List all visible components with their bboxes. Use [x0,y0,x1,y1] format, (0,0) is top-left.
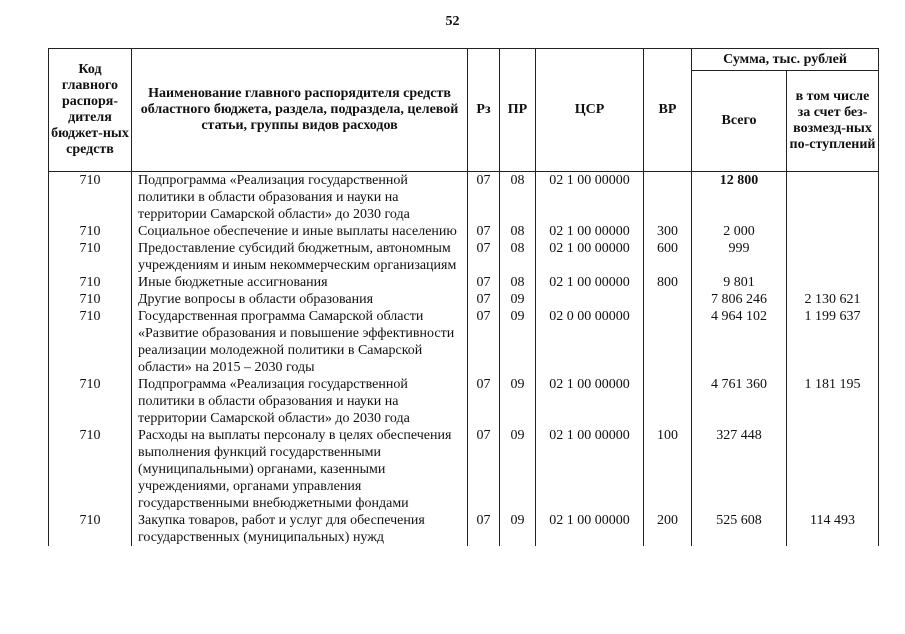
cell-name: Социальное обеспечение и иные выплаты населению [132,223,468,240]
cell-name: Расходы на выплаты персоналу в целях обеспечения выполнения функций государственными (муниципальными) органами, казенными учреждениями, органами управления государственными внебюджетными фондами [132,427,468,512]
cell-total: 7 806 246 [692,291,787,308]
page-number: 52 [445,14,460,29]
cell-name: Государственная программа Самарской области «Развитие образования и повышение эффективности реализации молодежной политики в Самарской области» на 2015 – 2030 годы [132,308,468,376]
cell-total: 999 [692,240,787,274]
table-body [49,172,879,547]
cell-rz: 07 [468,376,500,427]
cell-csr: 02 1 00 00000 [536,223,644,240]
cell-pr: 08 [500,172,536,224]
table-row [49,512,879,546]
cell-pr: 08 [500,223,536,240]
cell-kod: 710 [49,240,132,274]
cell-vr: 300 [644,223,692,240]
cell-name: Другие вопросы в области образования [132,291,468,308]
cell-vr: 100 [644,427,692,512]
cell-incl [787,223,879,240]
header-kod: Код главного распоря-дителя бюджет-ных средств [49,49,132,172]
table-row [49,223,879,240]
table-row [49,274,879,291]
cell-total: 9 801 [692,274,787,291]
header-vr: ВР [644,49,692,172]
cell-name: Закупка товаров, работ и услуг для обеспечения государственных (муниципальных) нужд [132,512,468,546]
cell-name: Подпрограмма «Реализация государственной политики в области образования и науки на территории Самарской области» до 2030 года [132,376,468,427]
cell-csr: 02 1 00 00000 [536,240,644,274]
cell-vr [644,291,692,308]
cell-vr [644,376,692,427]
header-pr: ПР [500,49,536,172]
table-row [49,427,879,512]
cell-incl [787,240,879,274]
cell-rz: 07 [468,223,500,240]
cell-pr: 08 [500,274,536,291]
cell-rz: 07 [468,291,500,308]
cell-rz: 07 [468,172,500,224]
cell-kod: 710 [49,308,132,376]
cell-rz: 07 [468,240,500,274]
table-row [49,376,879,427]
cell-pr: 09 [500,427,536,512]
table-row [49,308,879,376]
table-row [49,172,879,224]
cell-total: 525 608 [692,512,787,546]
cell-pr: 09 [500,376,536,427]
cell-rz: 07 [468,427,500,512]
cell-kod: 710 [49,223,132,240]
cell-name: Иные бюджетные ассигнования [132,274,468,291]
cell-incl: 1 181 195 [787,376,879,427]
cell-name: Предоставление субсидий бюджетным, автономным учреждениям и иным некоммерческим организациям [132,240,468,274]
cell-csr: 02 1 00 00000 [536,376,644,427]
cell-pr: 08 [500,240,536,274]
cell-incl [787,427,879,512]
table-row [49,240,879,274]
cell-incl [787,172,879,224]
cell-kod: 710 [49,172,132,224]
header-total: Всего [692,71,787,172]
cell-total: 4 964 102 [692,308,787,376]
cell-csr: 02 1 00 00000 [536,274,644,291]
header-rz: Рз [468,49,500,172]
cell-kod: 710 [49,427,132,512]
cell-incl: 1 199 637 [787,308,879,376]
cell-rz: 07 [468,308,500,376]
cell-incl: 2 130 621 [787,291,879,308]
cell-pr: 09 [500,291,536,308]
header-csr: ЦСР [536,49,644,172]
cell-vr [644,172,692,224]
cell-kod: 710 [49,376,132,427]
cell-vr: 800 [644,274,692,291]
cell-total: 12 800 [692,172,787,224]
cell-kod: 710 [49,512,132,546]
budget-table [48,48,879,546]
cell-name: Подпрограмма «Реализация государственной политики в области образования и науки на территории Самарской области» до 2030 года [132,172,468,224]
cell-csr: 02 1 00 00000 [536,427,644,512]
cell-rz: 07 [468,512,500,546]
cell-csr: 02 0 00 00000 [536,308,644,376]
cell-vr [644,308,692,376]
cell-kod: 710 [49,274,132,291]
cell-incl [787,274,879,291]
cell-kod: 710 [49,291,132,308]
header-sum-title: Сумма, тыс. рублей [692,49,879,71]
cell-total: 327 448 [692,427,787,512]
cell-csr [536,291,644,308]
cell-vr: 200 [644,512,692,546]
cell-pr: 09 [500,512,536,546]
header-incl: в том числе за счет без-возмезд-ных по-ступлений [787,71,879,172]
cell-pr: 09 [500,308,536,376]
header-name: Наименование главного распорядителя средств областного бюджета, раздела, подраздела, целевой статьи, группы видов расходов [132,49,468,172]
cell-csr: 02 1 00 00000 [536,172,644,224]
cell-total: 4 761 360 [692,376,787,427]
cell-csr: 02 1 00 00000 [536,512,644,546]
cell-total: 2 000 [692,223,787,240]
cell-rz: 07 [468,274,500,291]
table-row [49,291,879,308]
cell-vr: 600 [644,240,692,274]
cell-incl: 114 493 [787,512,879,546]
